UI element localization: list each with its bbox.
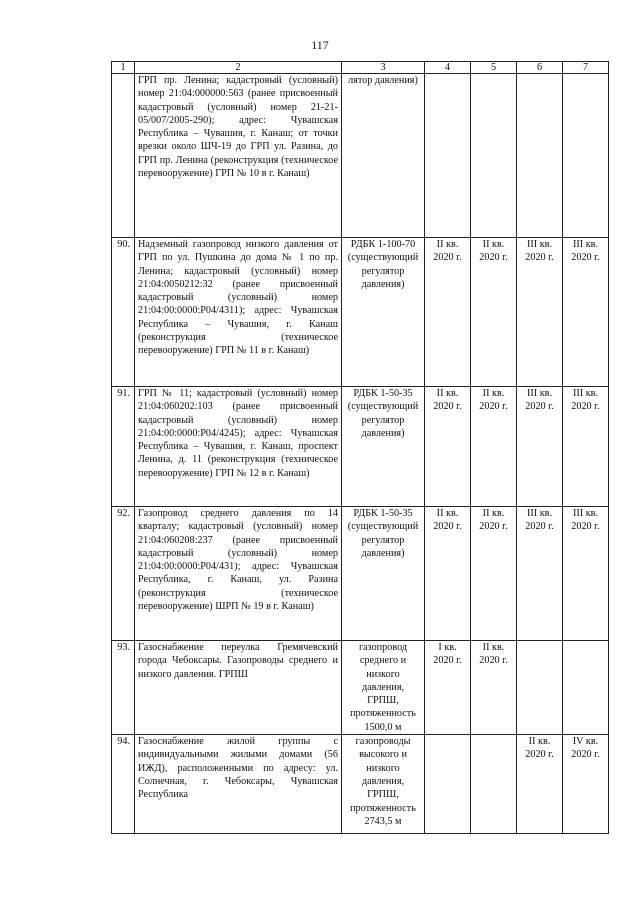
table-row <box>112 238 609 387</box>
row-number: 91. <box>112 387 135 507</box>
row-number <box>112 74 135 238</box>
table-row <box>112 387 609 507</box>
equipment-cell: газопровод среднего и низкого давления, ГРПШ, протяженность 1500,0 м <box>342 641 425 735</box>
object-description: ГРП пр. Ленина; кадастровый (условный) номер 21:04:000000:563 (ранее присвоенный кадастровый (условный) номер 21-21-05/007/2005-290); адрес: Чувашская Республика – Чувашия, г. Канаш; от точки врезки около ШЧ-19 до ГРП ул. Разина, до ГРП пр. Ленина (реконструкция (техническое перевооружение) ГРП № 10 в г. Канаш) <box>135 74 342 238</box>
quarter-cell: IV кв. 2020 г. <box>563 735 609 834</box>
column-header: 4 <box>425 62 471 74</box>
quarter-cell: III кв. 2020 г. <box>563 387 609 507</box>
quarter-cell <box>563 74 609 238</box>
quarter-cell <box>471 74 517 238</box>
quarter-cell: II кв. 2020 г. <box>471 507 517 641</box>
quarter-cell: II кв. 2020 г. <box>471 238 517 387</box>
quarter-cell: I кв. 2020 г. <box>425 641 471 735</box>
quarter-cell: II кв. 2020 г. <box>425 507 471 641</box>
quarter-cell <box>425 735 471 834</box>
object-description: Газоснабжение жилой группы с индивидуальными жилыми домами (56 ИЖД), расположенными по адресу: ул. Солнечная, г. Чебоксары, Чувашская Республика <box>135 735 342 834</box>
quarter-cell: III кв. 2020 г. <box>517 507 563 641</box>
quarter-cell: II кв. 2020 г. <box>425 387 471 507</box>
equipment-cell: газопроводы высокого и низкого давления, ГРПШ, протяженность 2743,5 м <box>342 735 425 834</box>
quarter-cell <box>425 74 471 238</box>
table-row <box>112 507 609 641</box>
table-row <box>112 641 609 735</box>
column-header: 3 <box>342 62 425 74</box>
quarter-cell <box>563 641 609 735</box>
page-number: 117 <box>311 38 329 52</box>
equipment-cell: лятор давления) <box>342 74 425 238</box>
object-description: ГРП № 11; кадастровый (условный) номер 21:04:060202:103 (ранее присвоенный кадастровый (условный) номер 21:04:00:0000:Р04/4245); адрес: Чувашская Республика – Чувашия, г. Канаш, проспект Ленина, д. 11 (реконструкция (техническое перевооружение) ГРП № 12 в г. Канаш) <box>135 387 342 507</box>
quarter-cell: II кв. 2020 г. <box>471 387 517 507</box>
equipment-cell: РДБК 1-50-35 (существующий регулятор давления) <box>342 387 425 507</box>
equipment-cell: РДБК 1-50-35 (существующий регулятор давления) <box>342 507 425 641</box>
row-number: 92. <box>112 507 135 641</box>
column-header: 6 <box>517 62 563 74</box>
column-header: 2 <box>135 62 342 74</box>
row-number: 90. <box>112 238 135 387</box>
equipment-cell: РДБК 1-100-70 (существующий регулятор давления) <box>342 238 425 387</box>
table-row <box>112 74 609 238</box>
document-table <box>111 61 609 834</box>
quarter-cell: III кв. 2020 г. <box>517 387 563 507</box>
quarter-cell: II кв. 2020 г. <box>517 735 563 834</box>
object-description: Надземный газопровод низкого давления от ГРП по ул. Пушкина до дома № 1 по пр. Ленина; кадастровый (условный) номер 21:04:0050212:32 (ранее присвоенный кадастровый (условный) номер 21:04:00:0000:Р04/4311); адрес: Чувашская Республика – Чувашия, г. Канаш (реконструкция (техническое перевооружение) ГРП № 11 в г. Канаш) <box>135 238 342 387</box>
row-number: 94. <box>112 735 135 834</box>
row-number: 93. <box>112 641 135 735</box>
column-header: 1 <box>112 62 135 74</box>
quarter-cell: II кв. 2020 г. <box>471 641 517 735</box>
object-description: Газоснабжение переулка Гремячевский города Чебоксары. Газопроводы среднего и низкого давления. ГРПШ <box>135 641 342 735</box>
quarter-cell <box>517 74 563 238</box>
column-header: 7 <box>563 62 609 74</box>
header-row <box>112 62 609 74</box>
table-row <box>112 735 609 834</box>
column-header: 5 <box>471 62 517 74</box>
quarter-cell: II кв. 2020 г. <box>425 238 471 387</box>
quarter-cell <box>471 735 517 834</box>
object-description: Газопровод среднего давления по 14 кварталу; кадастровый (условный) номер 21:04:060208:237 (ранее присвоенный кадастровый (условный) номер 21:04:00:0000:Р04/431); адрес: Чувашская Республика, г. Канаш, ул. Разина (реконструкция (техническое перевооружение) ШРП № 19 в г. Канаш) <box>135 507 342 641</box>
quarter-cell: III кв. 2020 г. <box>563 507 609 641</box>
quarter-cell: III кв. 2020 г. <box>563 238 609 387</box>
quarter-cell: III кв. 2020 г. <box>517 238 563 387</box>
quarter-cell <box>517 641 563 735</box>
